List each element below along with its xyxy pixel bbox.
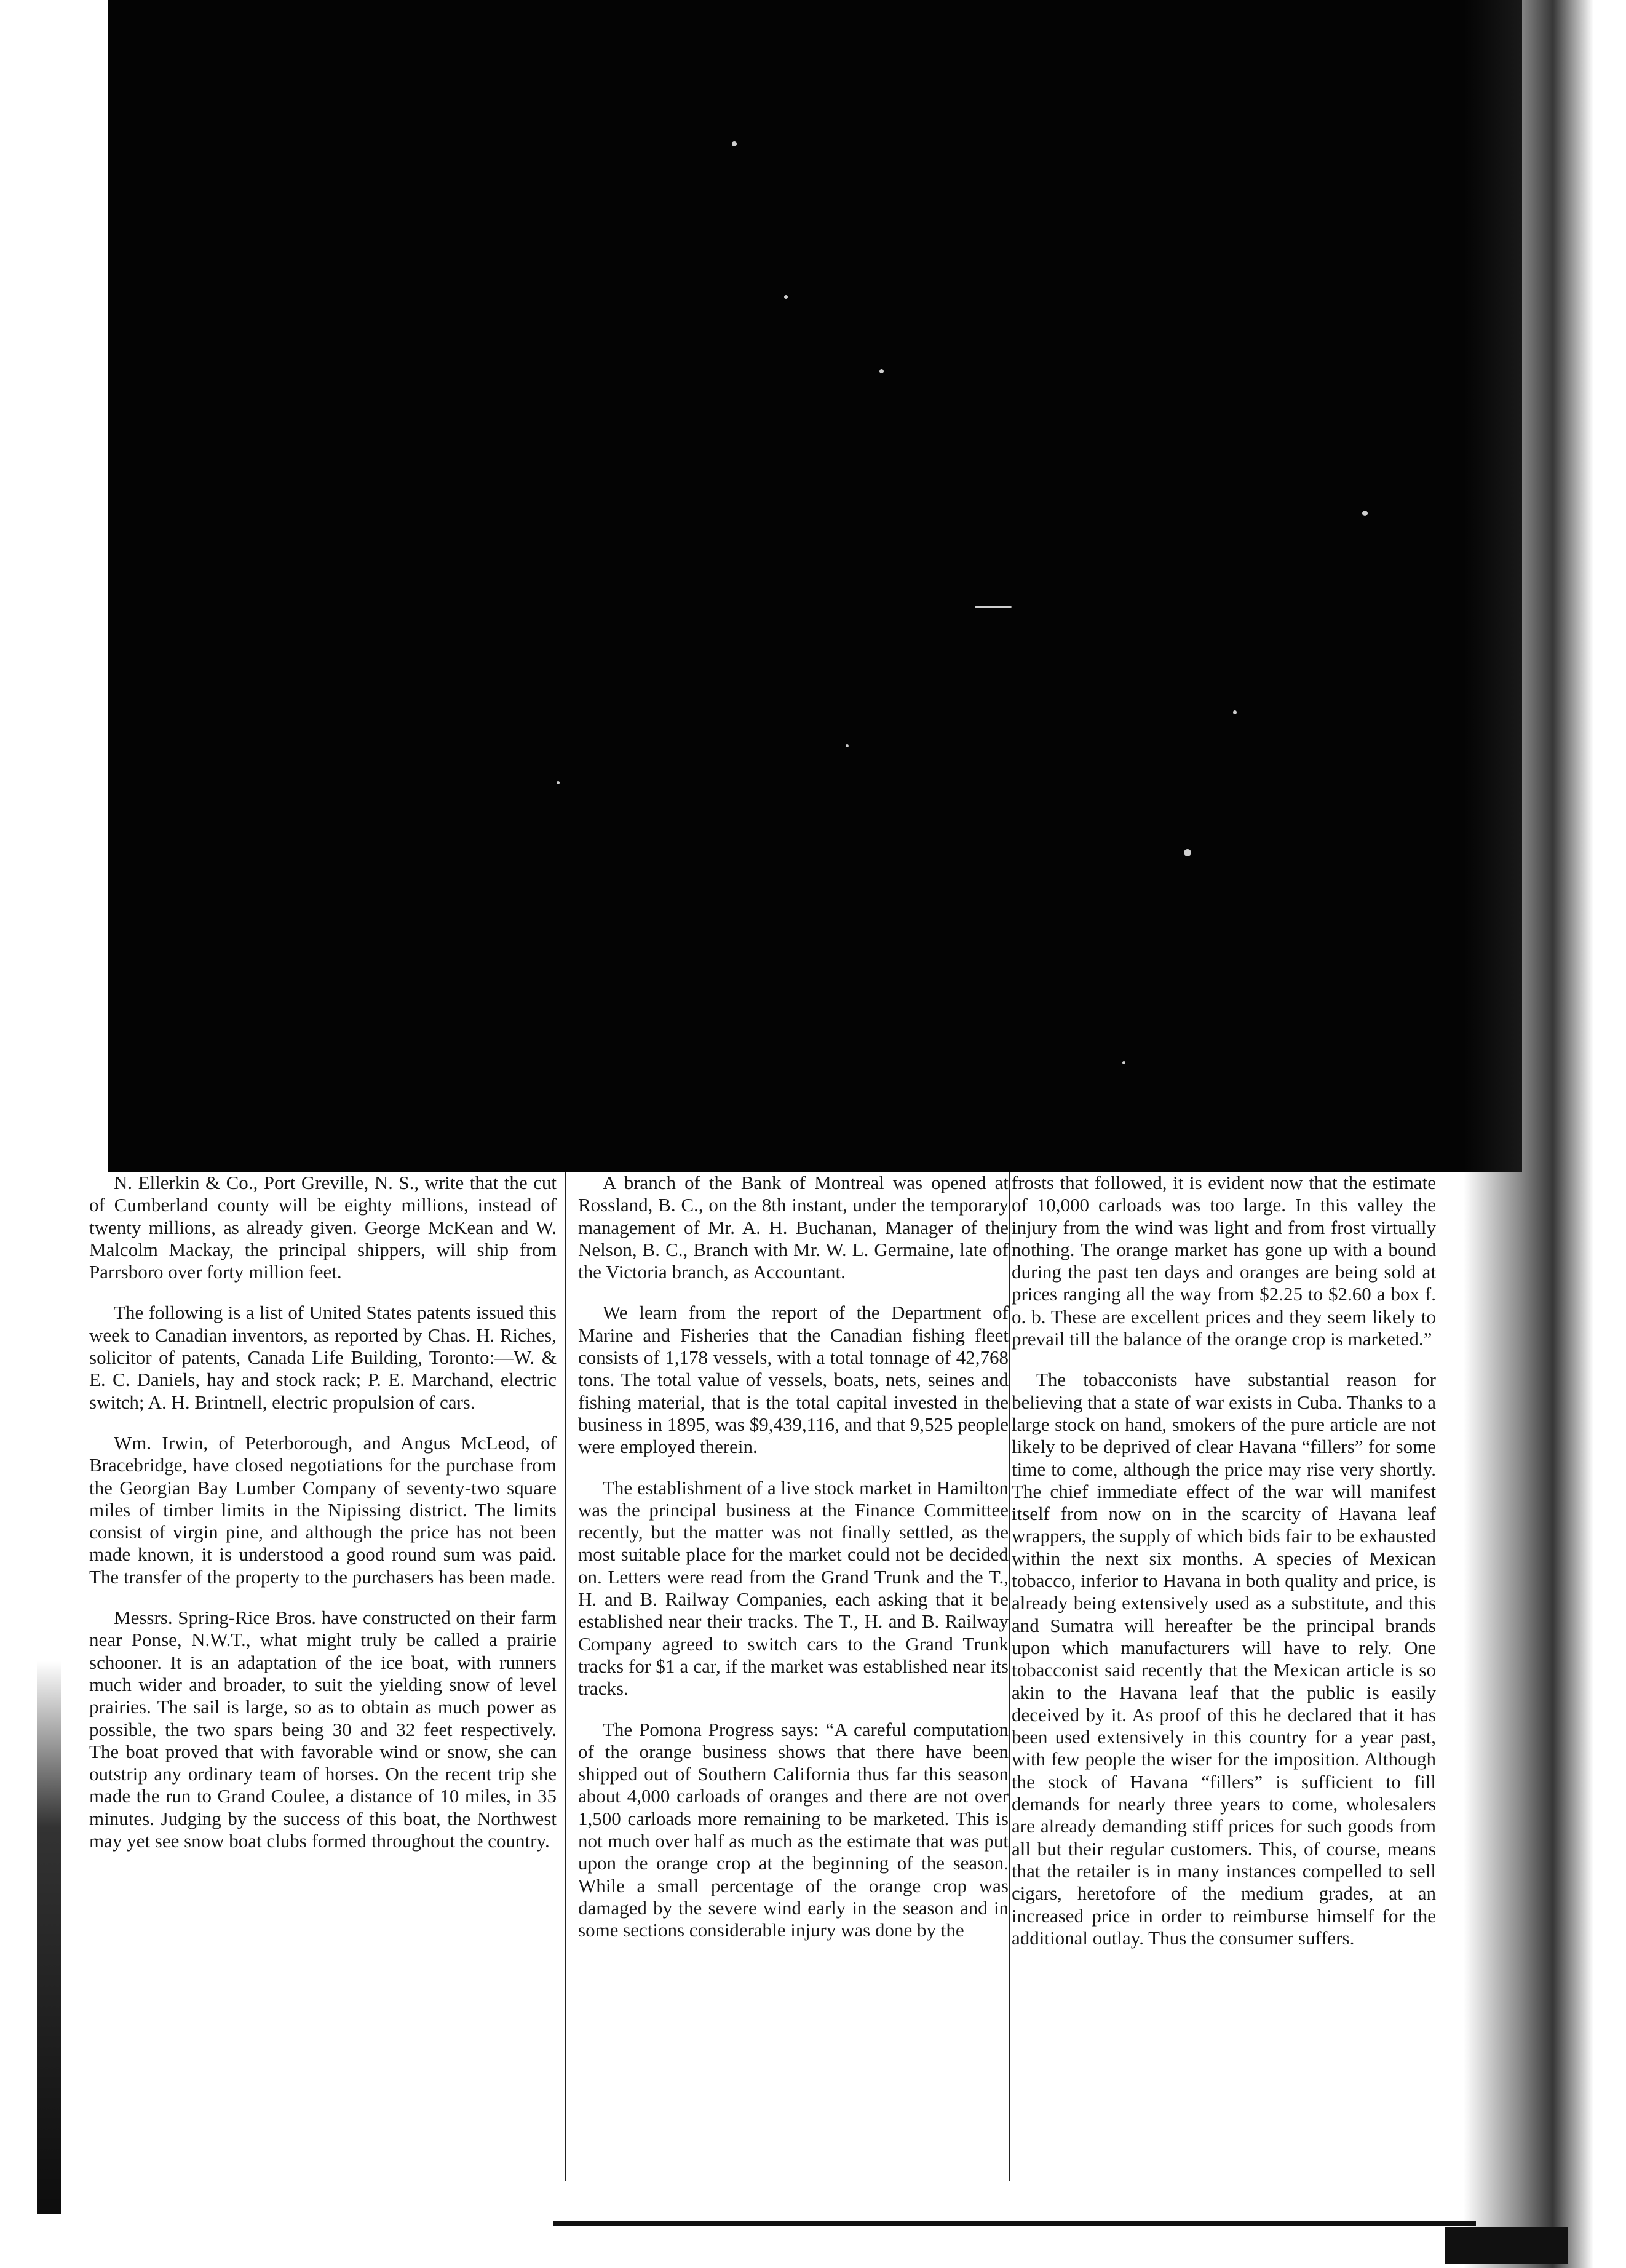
news-item-fishing-fleet: We learn from the report of the Department of Marine and Fisheries that the Canadian fishing fleet consists of 1,178 vessels, with a total tonnage of 42,768 tons. The total value of vessels, boats, nets, seines and fishing material, that is the total capital invested in the business in 1895, was $9,439,116, and that 9,525 people were employed therein.: [578, 1302, 1009, 1458]
news-item-timber-limits: Wm. Irwin, of Peterborough, and Angus McLeod, of Bracebridge, have closed negotiations for the purchase from the Georgian Bay Lumber Company of seventy-two square miles of timber limits in the Nipissing district. The limits consist of virgin pine, and although the price has not been made known, it is understood a good round sum was paid. The transfer of the property to the purchasers has been made.: [89, 1431, 557, 1588]
news-item-cumberland-cut: N. Ellerkin & Co., Port Greville, N. S., write that the cut of Cumberland county will be eighty millions, instead of twenty millions, as already given. George McKean and W. Malcolm Mackay, the principal shippers, will ship from Parrsboro over forty million feet.: [89, 1172, 557, 1283]
photo-blackout-area: [108, 0, 1522, 1172]
bottom-rule: [553, 2221, 1476, 2226]
news-item-orange-crop: The Pomona Progress says: “A careful computation of the orange business shows that there have been shipped out of Southern California thus far this season about 4,000 carloads of oranges and there are not over 1,500 carloads more remaining to be marketed. This is not much over half as much as the estimate that was put upon the orange crop at the beginning of the season. While a small percentage of the orange crop was damaged by the severe wind early in the season and in some sections considerable injury was done by the: [578, 1718, 1009, 1941]
news-item-prairie-schooner: Messrs. Spring-Rice Bros. have constructed on their farm near Ponse, N.W.T., what might truly be called a prairie schooner. It is an adaptation of the ice boat, with runners much wider and broader, to suit the yielding snow of level prairies. The sail is large, so as to obtain as much power as possible, the two spars being 30 and 32 feet respectively. The boat proved that with favorable wind or snow, she can outstrip any ordinary team of horses. On the recent trip she made the run to Grand Coulee, a distance of 10 miles, in 35 minutes. Judging by the success of this boat, the Northwest may yet see snow boat clubs formed throughout the country.: [89, 1607, 557, 1852]
bottom-scan-mark: [1445, 2227, 1568, 2264]
text-column-1: [89, 1172, 557, 2193]
column-divider: [565, 1172, 566, 2181]
news-item-tobacconists: The tobacconists have substantial reason for believing that a state of war exists in Cuba. Thanks to a large stock on hand, smokers of the pure article are not likely to be deprived of clear Havana “fillers” for some time to come, although the price may rise very shortly. The chief immediate effect of the war will manifest itself from now on in the scarcity of Havana leaf wrappers, the supply of which bids fair to be exhausted within the next six months. A species of Mexican tobacco, inferior to Havana in both quality and price, is already being extensively used as a substitute, and this and Sumatra will hereafter be the principal brands upon which manufacturers will have to rely. One tobacconist said recently that the Mexican article is so akin to the Havana leaf that the public is easily deceived by it. As proof of this he declared that it has been used extensively in this country for a year past, with few people the wiser for the imposition. Although the stock of Havana “fillers” is sufficient to fill demands for nearly three years to come, wholesalers are already demanding stiff prices for such goods from all but their regular customers. This, of course, means that the retailer is in many instances compelled to sell cigars, heretofore of the medium grades, at an increased price in order to reimburse himself for the additional outlay. Thus the consumer suffers.: [1012, 1369, 1436, 1949]
news-item-live-stock-market: The establishment of a live stock market in Hamilton was the principal business at the Finance Committee recently, but the matter was not finally settled, as the most suitable place for the market could not be decided on. Letters were read from the Grand Trunk and the T., H. and B. Railway Companies, each asking that it be established near their tracks. The T., H. and B. Railway Company agreed to switch cars to the Grand Trunk tracks for $1 a car, if the market was established near its tracks.: [578, 1476, 1009, 1700]
news-item-patents: The following is a list of United States patents issued this week to Canadian inventors, as reported by Chas. H. Riches, solicitor of patents, Canada Life Building, Toronto:—W. & E. C. Daniels, hay and stock rack; P. E. Marchand, electric switch; A. H. Brintnell, electric propulsion of cars.: [89, 1302, 557, 1413]
news-item-bank-of-montreal: A branch of the Bank of Montreal was opened at Rossland, B. C., on the 8th instant, under the temporary management of Mr. A. H. Buchanan, Manager of the Nelson, B. C., Branch with Mr. W. L. Germaine, late of the Victoria branch, as Accountant.: [578, 1172, 1009, 1283]
news-item-orange-crop-continued: frosts that followed, it is evident now that the estimate of 10,000 carloads was too large. In this valley the injury from the wind was light and from frost virtually nothing. The orange market has gone up with a bound during the past ten days and oranges are being sold at prices ranging all the way from $2.25 to $2.60 a box f. o. b. These are excellent prices and they seem likely to prevail till the balance of the orange crop is marketed.”: [1012, 1172, 1436, 1350]
scan-edge-shadow: [1464, 0, 1626, 2268]
text-column-2: [578, 1172, 1009, 2193]
scan-left-margin-shadow: [37, 1661, 61, 2214]
column-divider: [1009, 1172, 1010, 2181]
text-column-3: [1012, 1172, 1436, 2193]
